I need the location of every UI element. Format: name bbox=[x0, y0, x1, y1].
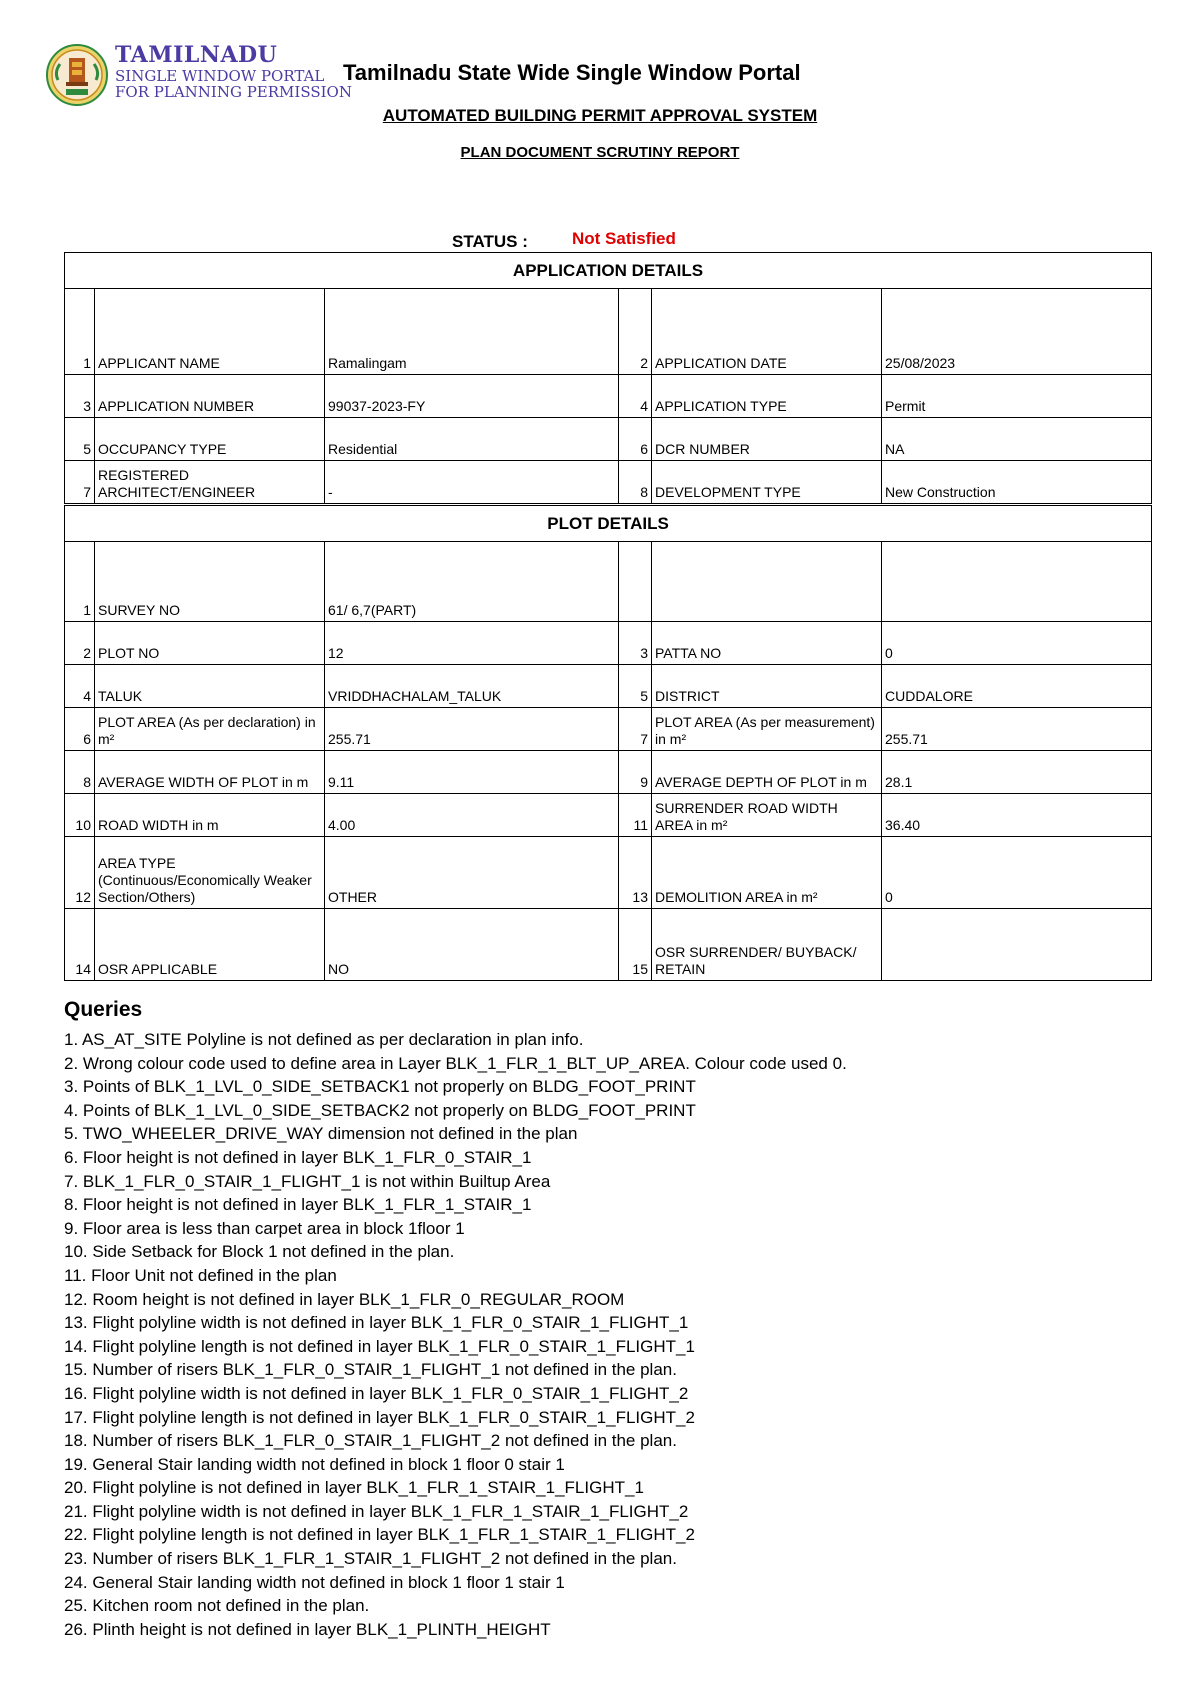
query-item: 15. Number of risers BLK_1_FLR_0_STAIR_1_FLIGHT_1 not defined in the plan. bbox=[64, 1360, 677, 1380]
table-row bbox=[65, 542, 1152, 622]
field-value: New Construction bbox=[882, 461, 1152, 504]
query-item: 19. General Stair landing width not defined in block 1 floor 0 stair 1 bbox=[64, 1454, 565, 1474]
field-value: CUDDALORE bbox=[882, 665, 1152, 708]
query-item: 7. BLK_1_FLR_0_STAIR_1_FLIGHT_1 is not within Builtup Area bbox=[64, 1171, 551, 1191]
table-row bbox=[65, 418, 1152, 461]
field-value: VRIDDHACHALAM_TALUK bbox=[325, 665, 619, 708]
field-label bbox=[652, 542, 882, 622]
field-label: REGISTERED ARCHITECT/ENGINEER bbox=[95, 461, 325, 504]
field-label: APPLICATION TYPE bbox=[652, 375, 882, 418]
field-value: 9.11 bbox=[325, 751, 619, 794]
query-item: 12. Room height is not defined in layer BLK_1_FLR_0_REGULAR_ROOM bbox=[64, 1289, 625, 1309]
application-details-title: APPLICATION DETAILS bbox=[65, 253, 1152, 289]
field-number: 5 bbox=[65, 418, 95, 461]
field-label: PLOT AREA (As per declaration) in m² bbox=[95, 708, 325, 751]
query-item: 23. Number of risers BLK_1_FLR_1_STAIR_1_FLIGHT_2 not defined in the plan. bbox=[64, 1549, 677, 1569]
field-label: OSR APPLICABLE bbox=[95, 909, 325, 981]
query-item: 2. Wrong colour code used to define area in Layer BLK_1_FLR_1_BLT_UP_AREA. Colour code used 0. bbox=[64, 1053, 847, 1073]
query-item: 13. Flight polyline width is not defined in layer BLK_1_FLR_0_STAIR_1_FLIGHT_1 bbox=[64, 1313, 689, 1333]
field-label: APPLICATION DATE bbox=[652, 289, 882, 375]
query-item: 10. Side Setback for Block 1 not defined in the plan. bbox=[64, 1242, 455, 1262]
field-number: 2 bbox=[65, 622, 95, 665]
table-row bbox=[65, 837, 1152, 909]
query-item: 21. Flight polyline width is not defined in layer BLK_1_FLR_1_STAIR_1_FLIGHT_2 bbox=[64, 1501, 689, 1521]
field-value: NA bbox=[882, 418, 1152, 461]
logo-line-3: FOR PLANNING PERMISSION bbox=[115, 83, 352, 101]
field-label: AVERAGE DEPTH OF PLOT in m bbox=[652, 751, 882, 794]
field-label: DEMOLITION AREA in m² bbox=[652, 837, 882, 909]
table-row bbox=[65, 461, 1152, 504]
field-value: 99037-2023-FY bbox=[325, 375, 619, 418]
field-number: 5 bbox=[619, 665, 652, 708]
field-label: DISTRICT bbox=[652, 665, 882, 708]
field-label: AVERAGE WIDTH OF PLOT in m bbox=[95, 751, 325, 794]
query-item: 1. AS_AT_SITE Polyline is not defined as per declaration in plan info. bbox=[64, 1030, 584, 1049]
field-label: TALUK bbox=[95, 665, 325, 708]
query-item: 11. Floor Unit not defined in the plan bbox=[64, 1265, 337, 1285]
field-number: 14 bbox=[65, 909, 95, 981]
field-number: 12 bbox=[65, 837, 95, 909]
field-number: 9 bbox=[619, 751, 652, 794]
field-number: 11 bbox=[619, 794, 652, 837]
field-label: OCCUPANCY TYPE bbox=[95, 418, 325, 461]
query-item: 5. TWO_WHEELER_DRIVE_WAY dimension not defined in the plan bbox=[64, 1124, 578, 1144]
logo-text bbox=[115, 44, 352, 100]
field-number: 1 bbox=[65, 289, 95, 375]
field-value: NO bbox=[325, 909, 619, 981]
field-value bbox=[882, 909, 1152, 981]
plot-details-title: PLOT DETAILS bbox=[65, 506, 1152, 542]
field-value: 25/08/2023 bbox=[882, 289, 1152, 375]
field-label: OSR SURRENDER/ BUYBACK/ RETAIN bbox=[652, 909, 882, 981]
field-number: 10 bbox=[65, 794, 95, 837]
application-details-table bbox=[64, 252, 1152, 504]
field-label: DCR NUMBER bbox=[652, 418, 882, 461]
field-value: 28.1 bbox=[882, 751, 1152, 794]
field-label: AREA TYPE (Continuous/Economically Weaker Section/Others) bbox=[95, 837, 325, 909]
status-label: STATUS : bbox=[452, 232, 528, 251]
field-value: 36.40 bbox=[882, 794, 1152, 837]
field-value: 61/ 6,7(PART) bbox=[325, 542, 619, 622]
table-row bbox=[65, 622, 1152, 665]
field-label: PATTA NO bbox=[652, 622, 882, 665]
queries-title: Queries bbox=[64, 998, 143, 1021]
field-label: APPLICANT NAME bbox=[95, 289, 325, 375]
field-label: SURVEY NO bbox=[95, 542, 325, 622]
logo-line-1: TAMILNADU bbox=[115, 42, 278, 68]
plot-details-table bbox=[64, 505, 1152, 981]
field-label: PLOT NO bbox=[95, 622, 325, 665]
field-label: APPLICATION NUMBER bbox=[95, 375, 325, 418]
tamilnadu-emblem-icon bbox=[46, 44, 108, 106]
report-title: PLAN DOCUMENT SCRUTINY REPORT bbox=[460, 144, 740, 161]
field-value: - bbox=[325, 461, 619, 504]
query-item: 25. Kitchen room not defined in the plan. bbox=[64, 1596, 370, 1616]
query-item: 4. Points of BLK_1_LVL_0_SIDE_SETBACK2 not properly on BLDG_FOOT_PRINT bbox=[64, 1100, 696, 1120]
field-value: Residential bbox=[325, 418, 619, 461]
field-number: 1 bbox=[65, 542, 95, 622]
field-label: ROAD WIDTH in m bbox=[95, 794, 325, 837]
field-number bbox=[619, 542, 652, 622]
field-number: 15 bbox=[619, 909, 652, 981]
query-item: 24. General Stair landing width not defined in block 1 floor 1 stair 1 bbox=[64, 1572, 565, 1592]
field-value: 0 bbox=[882, 622, 1152, 665]
queries-list bbox=[64, 1028, 1154, 1641]
field-value: 255.71 bbox=[882, 708, 1152, 751]
field-number: 13 bbox=[619, 837, 652, 909]
field-number: 3 bbox=[65, 375, 95, 418]
field-value: Permit bbox=[882, 375, 1152, 418]
field-value: 12 bbox=[325, 622, 619, 665]
field-number: 4 bbox=[619, 375, 652, 418]
table-row bbox=[65, 751, 1152, 794]
field-number: 2 bbox=[619, 289, 652, 375]
portal-title: Tamilnadu State Wide Single Window Portal bbox=[343, 60, 801, 85]
table-row bbox=[65, 794, 1152, 837]
field-value: 255.71 bbox=[325, 708, 619, 751]
field-label: DEVELOPMENT TYPE bbox=[652, 461, 882, 504]
field-value: 4.00 bbox=[325, 794, 619, 837]
field-value: 0 bbox=[882, 837, 1152, 909]
query-item: 3. Points of BLK_1_LVL_0_SIDE_SETBACK1 not properly on BLDG_FOOT_PRINT bbox=[64, 1077, 696, 1097]
field-number: 4 bbox=[65, 665, 95, 708]
query-item: 26. Plinth height is not defined in layer BLK_1_PLINTH_HEIGHT bbox=[64, 1619, 551, 1639]
query-item: 18. Number of risers BLK_1_FLR_0_STAIR_1_FLIGHT_2 not defined in the plan. bbox=[64, 1431, 677, 1451]
field-number: 7 bbox=[619, 708, 652, 751]
query-item: 16. Flight polyline width is not defined in layer BLK_1_FLR_0_STAIR_1_FLIGHT_2 bbox=[64, 1383, 689, 1403]
field-label: PLOT AREA (As per measurement) in m² bbox=[652, 708, 882, 751]
query-item: 8. Floor height is not defined in layer BLK_1_FLR_1_STAIR_1 bbox=[64, 1195, 532, 1215]
field-number: 7 bbox=[65, 461, 95, 504]
field-number: 6 bbox=[619, 418, 652, 461]
report-header bbox=[46, 40, 1156, 110]
queries-section bbox=[64, 998, 1154, 1641]
query-item: 20. Flight polyline is not defined in layer BLK_1_FLR_1_STAIR_1_FLIGHT_1 bbox=[64, 1478, 644, 1498]
query-item: 17. Flight polyline length is not defined in layer BLK_1_FLR_0_STAIR_1_FLIGHT_2 bbox=[64, 1407, 695, 1427]
field-number: 3 bbox=[619, 622, 652, 665]
query-item: 6. Floor height is not defined in layer BLK_1_FLR_0_STAIR_1 bbox=[64, 1147, 532, 1167]
field-number: 6 bbox=[65, 708, 95, 751]
field-value: Ramalingam bbox=[325, 289, 619, 375]
query-item: 9. Floor area is less than carpet area in block 1floor 1 bbox=[64, 1218, 465, 1238]
system-title: AUTOMATED BUILDING PERMIT APPROVAL SYSTEM bbox=[382, 106, 818, 125]
field-number: 8 bbox=[619, 461, 652, 504]
status-value: Not Satisfied bbox=[572, 229, 676, 248]
field-value: OTHER bbox=[325, 837, 619, 909]
field-label: SURRENDER ROAD WIDTH AREA in m² bbox=[652, 794, 882, 837]
table-row bbox=[65, 289, 1152, 375]
field-number: 8 bbox=[65, 751, 95, 794]
logo-line-2: SINGLE WINDOW PORTAL bbox=[115, 67, 325, 85]
table-row bbox=[65, 375, 1152, 418]
query-item: 14. Flight polyline length is not defined in layer BLK_1_FLR_0_STAIR_1_FLIGHT_1 bbox=[64, 1336, 695, 1356]
table-row bbox=[65, 708, 1152, 751]
field-value bbox=[882, 542, 1152, 622]
table-row bbox=[65, 909, 1152, 981]
table-row bbox=[65, 665, 1152, 708]
query-item: 22. Flight polyline length is not defined in layer BLK_1_FLR_1_STAIR_1_FLIGHT_2 bbox=[64, 1525, 695, 1545]
